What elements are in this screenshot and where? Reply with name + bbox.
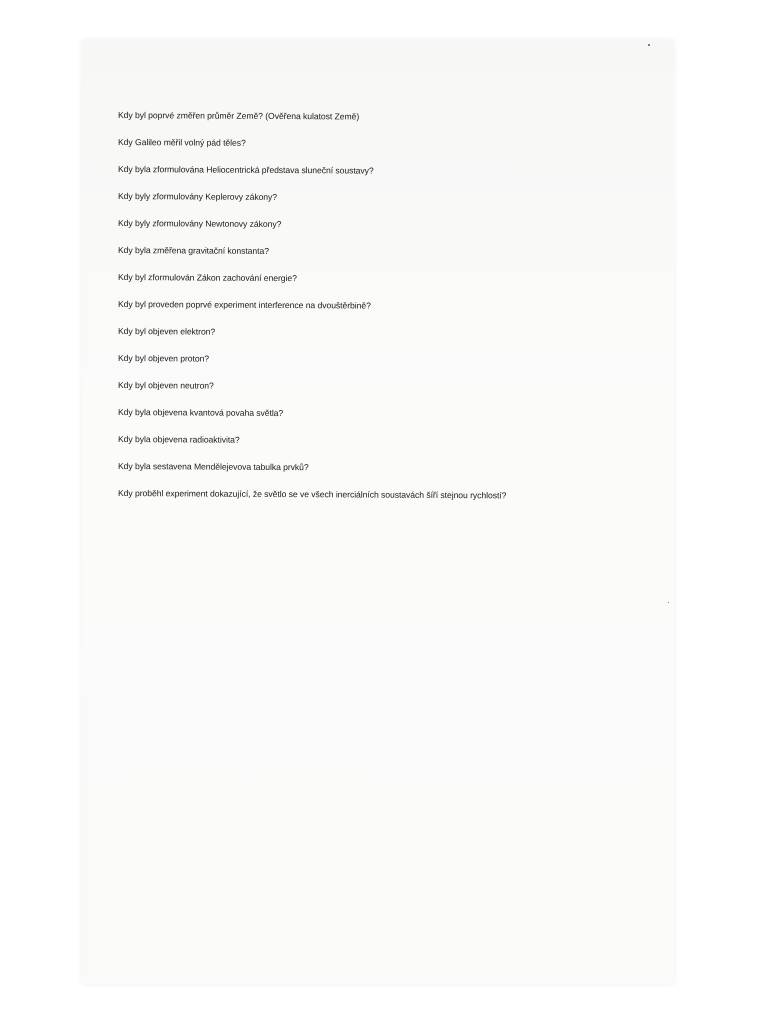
question-item: Kdy byla objevena kvantová povaha světla?: [117, 407, 284, 419]
question-item: Kdy byl objeven elektron?: [117, 326, 216, 337]
question-list: [118, 110, 658, 515]
question-item: Kdy byla sestavena Mendělejevova tabulka prvků?: [117, 461, 309, 473]
question-item: Kdy byl objeven proton?: [117, 353, 210, 364]
question-item: Kdy byl poprvé změřen průměr Země? (Ověřena kulatost Země): [117, 110, 360, 122]
question-item: Kdy byla změřena gravitační konstanta?: [117, 245, 269, 256]
paper-sheet: [82, 40, 674, 984]
question-item: Kdy byl proveden poprvé experiment interference na dvouštěrbině?: [117, 299, 371, 311]
question-item: Kdy byla zformulována Heliocentrická představa sluneční soustavy?: [117, 164, 374, 176]
question-item: Kdy byla objevena radioaktivita?: [117, 434, 240, 445]
paper-speck: [648, 44, 650, 46]
question-item: Kdy byl objeven neutron?: [117, 380, 214, 391]
question-item: Kdy proběhl experiment dokazující, že světlo se ve všech inerciálních soustavách šíří stejnou rychlostí?: [117, 488, 507, 501]
question-item: Kdy Galileo měřil volný pád těles?: [117, 137, 246, 148]
question-item: Kdy byly zformulovány Keplerovy zákony?: [117, 191, 278, 202]
paper-speck: [668, 602, 669, 603]
question-item: Kdy byly zformulovány Newtonovy zákony?: [117, 218, 282, 229]
question-item: Kdy byl zformulován Zákon zachování energie?: [117, 272, 297, 284]
